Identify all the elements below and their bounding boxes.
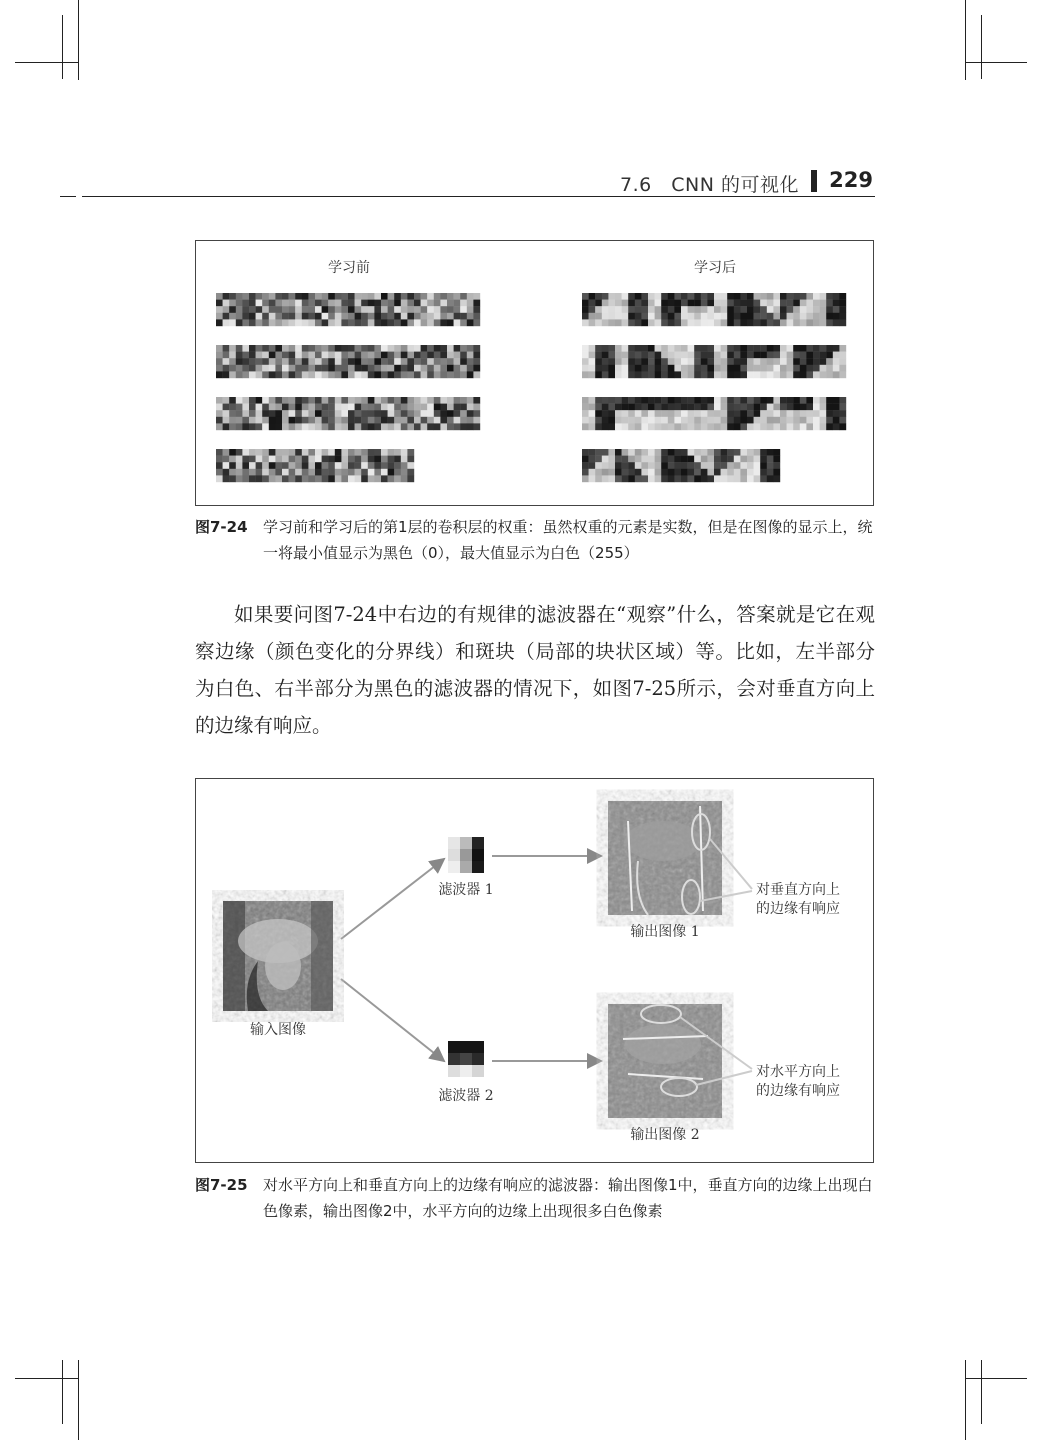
filter-tile: [249, 345, 282, 378]
filter-tile: [813, 397, 846, 430]
section-title: 7.6 CNN 的可视化: [620, 174, 799, 196]
filter-tile: [381, 449, 414, 482]
filter-tile: [216, 397, 249, 430]
filter-tile: [648, 449, 681, 482]
caption-text: 学习前和学习后的第1层的卷积层的权重：虽然权重的元素是实数，但是在图像的显示上，统一将最小值显示为黑色（0），最大值显示为白色（255）: [263, 518, 873, 562]
filter-tile: [348, 449, 381, 482]
output-image-1: [608, 801, 722, 915]
filter-tile: [282, 397, 315, 430]
crop-mark: [981, 15, 982, 79]
filter2-label: 滤波器 2: [438, 1088, 494, 1104]
filter-tile: [282, 345, 315, 378]
filter-tile: [714, 397, 747, 430]
filter-tile: [747, 293, 780, 326]
caption-number: 图7-24: [195, 518, 248, 536]
filter-tile: [780, 397, 813, 430]
filter-tile: [813, 345, 846, 378]
body-paragraph: 如果要问图7-24中右边的有规律的滤波器在“观察”什么，答案就是它在观察边缘（颜色变化的分界线）和斑块（局部的块状区域）等。比如，左半部分为白色、右半部分为黑色的滤波器的情况下，如图7-25所示，会对垂直方向上的边缘有响应。: [195, 603, 875, 737]
caption-text: 对水平方向上和垂直方向上的边缘有响应的滤波器：输出图像1中，垂直方向的边缘上出现白色像素，输出图像2中，水平方向的边缘上出现很多白色像素: [263, 1176, 873, 1220]
filter-tile: [381, 345, 414, 378]
running-header: [60, 168, 875, 196]
filter-tile: [582, 345, 615, 378]
caption-7-24: [195, 514, 875, 570]
filter-tile: [615, 449, 648, 482]
header-rule: [82, 196, 875, 197]
crop-mark: [965, 62, 1027, 63]
filter-tile: [315, 345, 348, 378]
weights-before-grid: [216, 293, 486, 483]
filter-tile: [216, 449, 249, 482]
page-number: 229: [829, 168, 873, 192]
label-after-learning: 学习后: [694, 260, 736, 276]
filter-tile: [747, 345, 780, 378]
arrow-input-to-filter2: [341, 979, 444, 1061]
crop-mark: [981, 1360, 982, 1424]
filter1-kernel: [448, 837, 484, 873]
note-line: 的边缘有响应: [756, 901, 840, 917]
filter1-label: 滤波器 1: [438, 882, 494, 898]
label-before-learning: 学习前: [328, 260, 370, 276]
filter-tile: [648, 293, 681, 326]
crop-mark: [78, 1360, 79, 1440]
filter-tile: [747, 449, 780, 482]
filter-tile: [249, 293, 282, 326]
filter-tile: [315, 397, 348, 430]
filter-tile: [813, 293, 846, 326]
crop-mark: [62, 15, 63, 79]
filter-tile: [747, 397, 780, 430]
filter-tile: [681, 345, 714, 378]
filter-tile: [216, 345, 249, 378]
filter-tile: [315, 293, 348, 326]
caption-number: 图7-25: [195, 1176, 248, 1194]
note-vertical: [756, 881, 840, 919]
arrow-input-to-filter1: [341, 859, 444, 939]
filter-tile: [447, 397, 480, 430]
filter2-kernel: [448, 1041, 484, 1077]
header-bar: [811, 170, 817, 192]
crop-mark: [15, 62, 78, 63]
filter-tile: [315, 449, 348, 482]
crop-mark: [965, 1360, 966, 1440]
crop-mark: [62, 1360, 63, 1424]
filter-tile: [447, 293, 480, 326]
filter-tile: [381, 397, 414, 430]
filter-tile: [780, 345, 813, 378]
filter-tile: [414, 397, 447, 430]
filter-tile: [414, 345, 447, 378]
filter-tile: [282, 449, 315, 482]
filter-tile: [681, 293, 714, 326]
header-rule-tick: [60, 196, 76, 197]
filter-tile: [381, 293, 414, 326]
filter-tile: [615, 345, 648, 378]
output1-label: 输出图像 1: [630, 924, 700, 940]
filter-tile: [714, 293, 747, 326]
filter-tile: [681, 397, 714, 430]
crop-mark: [965, 0, 966, 80]
filter-tile: [648, 345, 681, 378]
figure-7-24: [195, 240, 874, 506]
output-image-2: [608, 1004, 722, 1118]
filter-tile: [348, 293, 381, 326]
crop-mark: [15, 1378, 78, 1379]
filter-tile: [615, 293, 648, 326]
filter-tile: [615, 397, 648, 430]
note-line: 的边缘有响应: [756, 1083, 840, 1099]
input-image-label: 输入图像: [250, 1022, 306, 1038]
filter-tile: [714, 345, 747, 378]
caption-7-25: [195, 1172, 875, 1228]
note-line: 对垂直方向上: [756, 882, 840, 898]
crop-mark: [78, 0, 79, 80]
output2-label: 输出图像 2: [630, 1127, 700, 1143]
figure-7-25: [195, 778, 874, 1163]
filter-tile: [414, 293, 447, 326]
input-image: [223, 901, 333, 1011]
filter-tile: [249, 397, 282, 430]
filter-tile: [780, 293, 813, 326]
filter-tile: [447, 345, 480, 378]
filter-tile: [681, 449, 714, 482]
filter-tile: [582, 397, 615, 430]
filter-tile: [348, 345, 381, 378]
filter-tile: [582, 449, 615, 482]
weights-after-grid: [582, 293, 852, 483]
filter-tile: [582, 293, 615, 326]
figure-7-25-diagram: [196, 779, 873, 1162]
crop-mark: [965, 1378, 1027, 1379]
note-line: 对水平方向上: [756, 1064, 840, 1080]
filter-tile: [249, 449, 282, 482]
filter-tile: [714, 449, 747, 482]
filter-tile: [348, 397, 381, 430]
note-horizontal: [756, 1063, 840, 1101]
filter-tile: [648, 397, 681, 430]
filter-tile: [216, 293, 249, 326]
filter-tile: [282, 293, 315, 326]
